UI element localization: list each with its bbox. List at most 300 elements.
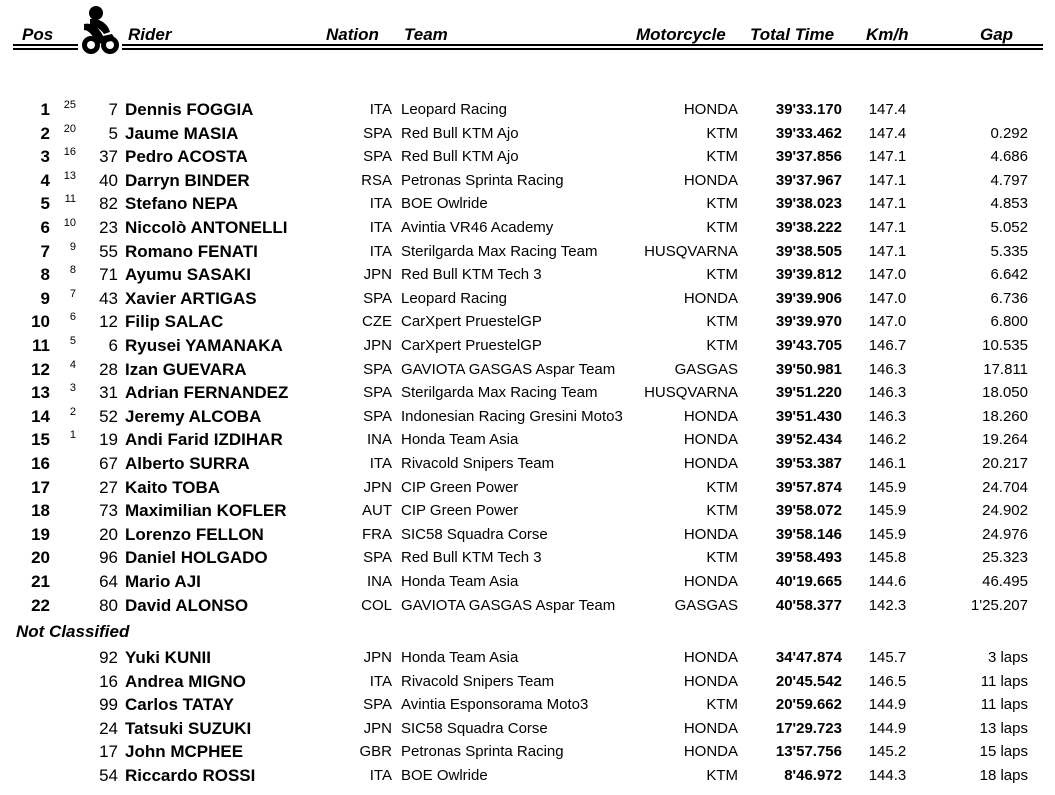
rider-name: Stefano NEPA: [125, 194, 239, 214]
motorcycle-cell: HONDA: [683, 649, 738, 666]
total-time-cell: 39'37.967: [775, 171, 842, 189]
motorcycle-cell: KTM: [706, 266, 738, 284]
motorcycle-cell: KTM: [706, 148, 738, 166]
rider-number: 40: [99, 170, 118, 190]
motorcycle-cell: KTM: [706, 124, 738, 142]
header-rider: Rider: [128, 25, 172, 44]
rider-name: David ALONSO: [125, 595, 249, 615]
motorcycle-cell: KTM: [706, 195, 738, 213]
team-cell: Honda Team Asia: [401, 649, 519, 666]
total-time-cell: 39'58.072: [775, 502, 842, 520]
table-row: [0, 334, 1055, 357]
gap-cell: 18 laps: [979, 767, 1028, 784]
table-row: [0, 717, 1055, 740]
nation-cell: ITA: [369, 767, 392, 784]
rider-number: 92: [99, 648, 118, 667]
table-row: [0, 381, 1055, 404]
team-cell: Sterilgarda Max Racing Team: [401, 242, 598, 260]
gap-cell: 11 laps: [980, 696, 1028, 714]
nation-cell: ITA: [369, 455, 392, 472]
kmh-cell: 147.0: [868, 266, 907, 284]
table-row: [0, 693, 1055, 716]
rider-name: Pedro ACOSTA: [125, 147, 248, 167]
nation-cell: RSA: [361, 171, 392, 189]
table-row: [0, 523, 1055, 546]
gap-cell: 6.736: [990, 289, 1028, 307]
kmh-cell: 144.9: [868, 696, 907, 714]
rider-number: 73: [99, 501, 118, 521]
table-row: [0, 452, 1055, 475]
kmh-cell: 147.4: [868, 124, 907, 142]
table-row: [0, 405, 1055, 428]
total-time-cell: 39'38.222: [775, 219, 842, 236]
points-cell: 9: [69, 240, 76, 253]
points-cell: 25: [63, 99, 76, 111]
table-row: [0, 122, 1055, 145]
nation-cell: COL: [361, 596, 392, 614]
kmh-cell: 145.8: [868, 549, 907, 567]
table-row: [0, 310, 1055, 333]
table-row: [0, 145, 1055, 168]
rider-number: 16: [99, 671, 118, 691]
total-time-cell: 40'58.377: [775, 596, 842, 614]
motorcycle-cell: KTM: [706, 219, 738, 236]
rider-name: Carlos TATAY: [125, 695, 234, 715]
rider-name: Kaito TOBA: [125, 477, 221, 497]
rider-number: 80: [99, 595, 118, 615]
kmh-cell: 145.7: [868, 649, 907, 666]
team-cell: CarXpert PruestelGP: [401, 313, 542, 331]
gap-cell: 4.686: [990, 148, 1028, 166]
total-time-cell: 39'33.170: [775, 101, 842, 118]
rider-number: 12: [99, 312, 118, 332]
header-rule-bottom: [13, 48, 1043, 50]
team-cell: Red Bull KTM Tech 3: [401, 549, 542, 567]
rider-name: Xavier ARTIGAS: [125, 288, 257, 308]
rider-number: 37: [99, 147, 118, 167]
points-cell: 7: [69, 287, 76, 300]
nation-cell: CZE: [362, 313, 392, 331]
pos-cell: 14: [31, 406, 50, 426]
motorcycle-cell: KTM: [706, 478, 738, 496]
rider-number: 67: [99, 454, 118, 473]
motorcycle-cell: HONDA: [683, 719, 738, 737]
rider-name: Adrian FERNANDEZ: [125, 383, 289, 403]
pos-cell: 17: [31, 477, 50, 497]
pos-cell: 5: [40, 194, 50, 214]
total-time-cell: 39'37.856: [775, 148, 842, 166]
rider-name: Ryusei YAMANAKA: [125, 336, 283, 355]
table-row: [0, 240, 1055, 263]
rider-number: 55: [99, 241, 118, 261]
gap-cell: 5.335: [990, 242, 1028, 260]
rider-number: 99: [99, 695, 118, 715]
pos-cell: 20: [31, 548, 50, 568]
table-row: [0, 646, 1055, 669]
motorcycle-cell: HUSQVARNA: [644, 384, 738, 402]
kmh-cell: 145.2: [868, 743, 907, 761]
nation-cell: SPA: [363, 148, 392, 166]
points-cell: 16: [63, 146, 76, 159]
motorcycle-cell: HONDA: [683, 672, 738, 690]
kmh-cell: 146.2: [868, 431, 907, 449]
rider-name: John MCPHEE: [125, 742, 244, 762]
points-cell: 11: [64, 193, 76, 206]
motorcycle-cell: HONDA: [683, 407, 738, 425]
rider-number: 6: [108, 336, 118, 355]
total-time-cell: 17'29.723: [775, 719, 842, 737]
rider-name: Darryn BINDER: [125, 170, 250, 190]
gap-cell: 4.797: [990, 171, 1028, 189]
motorcycle-cell: HONDA: [683, 289, 738, 307]
total-time-cell: 34'47.874: [775, 649, 842, 666]
rider-name: Romano FENATI: [125, 241, 258, 261]
kmh-cell: 147.4: [868, 101, 907, 118]
rider-name: Mario AJI: [125, 572, 201, 591]
team-cell: Red Bull KTM Ajo: [401, 124, 519, 142]
rider-number: 64: [99, 572, 118, 591]
kmh-cell: 146.7: [868, 337, 907, 354]
kmh-cell: 146.3: [868, 360, 907, 378]
nation-cell: JPN: [363, 478, 392, 496]
rider-name: Yuki KUNII: [125, 648, 211, 667]
pos-cell: 7: [40, 241, 50, 261]
gap-cell: 24.704: [982, 478, 1028, 496]
points-cell: 4: [69, 358, 76, 371]
total-time-cell: 39'58.146: [775, 525, 842, 543]
pos-cell: 3: [40, 147, 50, 167]
table-row: [0, 670, 1055, 693]
gap-cell: 20.217: [982, 455, 1028, 472]
gap-cell: 15 laps: [979, 743, 1028, 761]
nation-cell: SPA: [363, 360, 392, 378]
total-time-cell: 20'59.662: [775, 696, 842, 714]
team-cell: Rivacold Snipers Team: [401, 672, 555, 690]
rider-number: 43: [99, 288, 118, 308]
nation-cell: SPA: [363, 407, 392, 425]
nation-cell: JPN: [363, 266, 392, 284]
header-team: Team: [404, 25, 448, 44]
rider-number: 28: [99, 359, 118, 379]
nation-cell: GBR: [359, 743, 392, 761]
points-cell: 3: [69, 382, 76, 395]
motorcycle-cell: KTM: [706, 502, 738, 520]
kmh-cell: 145.9: [868, 478, 907, 496]
team-cell: CarXpert PruestelGP: [401, 337, 542, 354]
table-row: [0, 764, 1055, 787]
pos-cell: 2: [40, 123, 50, 143]
team-cell: CIP Green Power: [401, 502, 519, 520]
team-cell: Avintia VR46 Academy: [401, 219, 554, 236]
motorcycle-cell: HONDA: [683, 573, 738, 590]
team-cell: Leopard Racing: [401, 101, 507, 118]
gap-cell: 19.264: [982, 431, 1028, 449]
rider-name: Maximilian KOFLER: [125, 501, 287, 521]
total-time-cell: 20'45.542: [775, 672, 842, 690]
team-cell: Petronas Sprinta Racing: [401, 743, 564, 761]
nation-cell: SPA: [363, 384, 392, 402]
table-row: [0, 570, 1055, 593]
table-row: [0, 476, 1055, 499]
pos-cell: 21: [31, 572, 50, 591]
points-cell: 6: [69, 311, 76, 324]
kmh-cell: 147.1: [868, 195, 907, 213]
motorcycle-rider-icon: [78, 4, 122, 56]
nation-cell: JPN: [363, 649, 392, 666]
pos-cell: 1: [40, 100, 50, 119]
table-row: [0, 98, 1055, 121]
rider-name: Niccolò ANTONELLI: [125, 218, 288, 237]
rider-name: Jaume MASIA: [125, 123, 239, 143]
motorcycle-cell: HONDA: [683, 743, 738, 761]
team-cell: GAVIOTA GASGAS Aspar Team: [401, 360, 616, 378]
total-time-cell: 39'39.970: [775, 313, 842, 331]
gap-cell: 5.052: [990, 219, 1028, 236]
points-cell: 10: [63, 217, 76, 229]
pos-cell: 11: [32, 336, 50, 355]
not-classified-heading: Not Classified: [16, 622, 130, 641]
points-cell: 1: [69, 429, 76, 442]
nation-cell: SPA: [363, 289, 392, 307]
rider-number: 5: [108, 123, 118, 143]
header-motorcycle: Motorcycle: [636, 25, 726, 44]
nation-cell: FRA: [362, 525, 392, 543]
motorcycle-cell: GASGAS: [674, 360, 738, 378]
gap-cell: 46.495: [982, 573, 1028, 590]
kmh-cell: 147.1: [868, 242, 907, 260]
total-time-cell: 39'43.705: [775, 337, 842, 354]
kmh-cell: 145.9: [868, 525, 907, 543]
team-cell: CIP Green Power: [401, 478, 519, 496]
gap-cell: 0.292: [990, 124, 1028, 142]
nation-cell: SPA: [363, 696, 392, 714]
rider-number: 24: [99, 718, 118, 738]
total-time-cell: 39'33.462: [775, 124, 842, 142]
nation-cell: ITA: [369, 101, 392, 118]
rider-number: 27: [99, 477, 118, 497]
total-time-cell: 39'39.812: [775, 266, 842, 284]
gap-cell: 24.976: [982, 525, 1028, 543]
team-cell: Red Bull KTM Tech 3: [401, 266, 542, 284]
total-time-cell: 39'57.874: [775, 478, 842, 496]
motorcycle-cell: KTM: [706, 313, 738, 331]
pos-cell: 4: [40, 170, 50, 190]
header-kmh: Km/h: [866, 25, 909, 44]
nation-cell: AUT: [362, 502, 392, 520]
team-cell: Red Bull KTM Ajo: [401, 148, 519, 166]
points-cell: 5: [69, 335, 76, 347]
motorcycle-cell: KTM: [706, 696, 738, 714]
kmh-cell: 147.0: [868, 289, 907, 307]
kmh-cell: 144.6: [868, 573, 907, 590]
pos-cell: 12: [31, 359, 50, 379]
table-row: [0, 216, 1055, 239]
kmh-cell: 147.0: [868, 313, 907, 331]
rider-name: Andrea MIGNO: [125, 671, 246, 691]
header-pos: Pos: [22, 25, 54, 44]
total-time-cell: 39'51.220: [775, 384, 842, 402]
gap-cell: 25.323: [982, 549, 1028, 567]
team-cell: Avintia Esponsorama Moto3: [401, 696, 589, 714]
rider-number: 54: [99, 766, 118, 785]
rider-name: Dennis FOGGIA: [125, 100, 254, 119]
gap-cell: 6.800: [990, 313, 1028, 331]
kmh-cell: 145.9: [868, 502, 907, 520]
motorcycle-cell: GASGAS: [674, 596, 738, 614]
gap-cell: 18.050: [982, 384, 1028, 402]
rider-number: 20: [99, 524, 118, 544]
total-time-cell: 39'52.434: [775, 431, 842, 449]
pos-cell: 19: [31, 524, 50, 544]
pos-cell: 9: [40, 288, 50, 308]
kmh-cell: 142.3: [868, 596, 907, 614]
nation-cell: ITA: [369, 195, 392, 213]
total-time-cell: 39'58.493: [775, 549, 842, 567]
table-row: [0, 192, 1055, 215]
pos-cell: 22: [31, 595, 50, 615]
motorcycle-cell: KTM: [706, 337, 738, 354]
table-row: [0, 499, 1055, 522]
team-cell: GAVIOTA GASGAS Aspar Team: [401, 596, 616, 614]
team-cell: SIC58 Squadra Corse: [401, 525, 548, 543]
gap-cell: 4.853: [990, 195, 1028, 213]
kmh-cell: 146.5: [868, 672, 907, 690]
kmh-cell: 147.1: [868, 219, 907, 236]
team-cell: Honda Team Asia: [401, 573, 519, 590]
team-cell: Petronas Sprinta Racing: [401, 171, 564, 189]
header-total-time: Total Time: [750, 25, 835, 44]
kmh-cell: 146.1: [868, 455, 907, 472]
header-gap: Gap: [980, 25, 1014, 44]
gap-cell: 24.902: [982, 502, 1028, 520]
points-cell: 13: [63, 169, 76, 182]
nation-cell: ITA: [369, 242, 392, 260]
header-rule-top: [13, 44, 1043, 46]
rider-name: Ayumu SASAKI: [125, 265, 251, 285]
nation-cell: JPN: [363, 719, 392, 737]
kmh-cell: 146.3: [868, 407, 907, 425]
rider-name: Lorenzo FELLON: [125, 524, 264, 544]
total-time-cell: 8'46.972: [784, 767, 842, 784]
gap-cell: 11 laps: [980, 672, 1028, 690]
nation-cell: INA: [366, 431, 392, 449]
total-time-cell: 39'50.981: [775, 360, 842, 378]
rider-name: Izan GUEVARA: [125, 359, 247, 379]
total-time-cell: 39'38.505: [775, 242, 842, 260]
nation-cell: JPN: [363, 337, 392, 354]
rider-number: 71: [99, 265, 118, 285]
team-cell: BOE Owlride: [401, 767, 488, 784]
rider-name: Riccardo ROSSI: [125, 766, 256, 785]
kmh-cell: 147.1: [868, 171, 907, 189]
table-row: [0, 263, 1055, 286]
gap-cell: 13 laps: [979, 719, 1028, 737]
motorcycle-cell: HONDA: [683, 431, 738, 449]
team-cell: BOE Owlride: [401, 195, 488, 213]
gap-cell: 3 laps: [987, 649, 1028, 666]
pos-cell: 15: [31, 430, 50, 450]
gap-cell: 6.642: [990, 266, 1028, 284]
total-time-cell: 40'19.665: [775, 573, 842, 590]
rider-name: Daniel HOLGADO: [125, 548, 268, 568]
rider-number: 96: [99, 548, 118, 568]
rider-number: 19: [99, 430, 118, 450]
motorcycle-cell: KTM: [706, 767, 738, 784]
rider-number: 17: [99, 742, 118, 762]
kmh-cell: 147.1: [868, 148, 907, 166]
team-cell: Rivacold Snipers Team: [401, 455, 555, 472]
total-time-cell: 39'51.430: [775, 407, 842, 425]
nation-cell: INA: [366, 573, 392, 590]
nation-cell: SPA: [363, 124, 392, 142]
table-row: [0, 594, 1055, 617]
motorcycle-cell: HUSQVARNA: [644, 242, 738, 260]
gap-cell: 17.811: [983, 360, 1028, 378]
gap-cell: 10.535: [982, 337, 1028, 354]
pos-cell: 18: [31, 501, 50, 521]
kmh-cell: 146.3: [868, 384, 907, 402]
pos-cell: 8: [40, 265, 50, 285]
motorcycle-cell: HONDA: [683, 101, 738, 118]
table-row: [0, 546, 1055, 569]
kmh-cell: 144.9: [868, 719, 907, 737]
gap-cell: 1'25.207: [970, 596, 1028, 614]
motorcycle-cell: KTM: [706, 549, 738, 567]
rider-name: Andi Farid IZDIHAR: [125, 430, 283, 450]
rider-number: 52: [99, 406, 118, 426]
total-time-cell: 39'39.906: [775, 289, 842, 307]
motorcycle-cell: HONDA: [683, 525, 738, 543]
pos-cell: 10: [31, 312, 50, 332]
total-time-cell: 39'38.023: [775, 195, 842, 213]
rider-name: Alberto SURRA: [125, 454, 250, 473]
team-cell: Sterilgarda Max Racing Team: [401, 384, 598, 402]
rider-name: Filip SALAC: [125, 312, 224, 332]
nation-cell: SPA: [363, 549, 392, 567]
total-time-cell: 13'57.756: [775, 743, 842, 761]
team-cell: SIC58 Squadra Corse: [401, 719, 548, 737]
team-cell: Leopard Racing: [401, 289, 507, 307]
team-cell: Honda Team Asia: [401, 431, 519, 449]
points-cell: 20: [63, 122, 76, 135]
rider-number: 31: [99, 383, 118, 403]
kmh-cell: 144.3: [868, 767, 907, 784]
motorcycle-cell: HONDA: [683, 171, 738, 189]
nation-cell: ITA: [369, 219, 392, 236]
total-time-cell: 39'53.387: [775, 455, 842, 472]
gap-cell: 18.260: [982, 407, 1028, 425]
table-row: [0, 740, 1055, 763]
pos-cell: 13: [31, 383, 50, 403]
rider-name: Tatsuki SUZUKI: [125, 718, 252, 738]
points-cell: 2: [69, 405, 76, 418]
nation-cell: ITA: [369, 672, 392, 690]
pos-cell: 16: [31, 454, 50, 473]
rider-number: 23: [99, 218, 118, 237]
motorcycle-cell: HONDA: [683, 455, 738, 472]
table-row: [0, 169, 1055, 192]
table-row: [0, 287, 1055, 310]
points-cell: 8: [69, 264, 76, 277]
pos-cell: 6: [40, 218, 50, 237]
header-nation: Nation: [326, 25, 379, 44]
rider-number: 7: [108, 100, 118, 119]
table-row: [0, 428, 1055, 451]
team-cell: Indonesian Racing Gresini Moto3: [401, 407, 623, 425]
table-row: [0, 358, 1055, 381]
rider-name: Jeremy ALCOBA: [125, 406, 262, 426]
rider-number: 82: [99, 194, 118, 214]
